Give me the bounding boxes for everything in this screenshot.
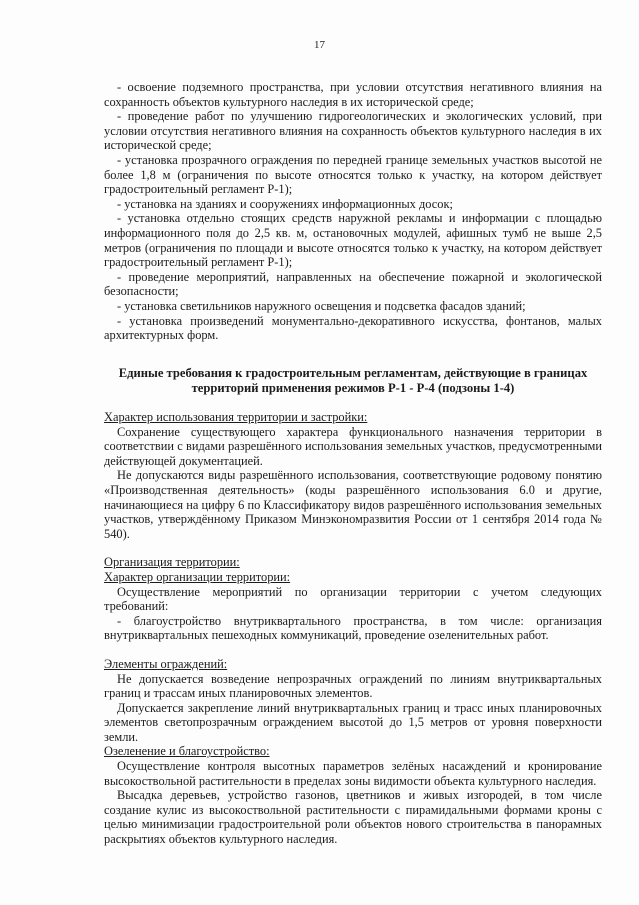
land-use-section [104,410,602,847]
paragraph: Допускается закрепление линий внутриквартальных границ и трасс иных планировочных элементов светопрозрачным ограждением высотой до 1,5 метров от уровня поверхности земли. [104,700,602,744]
section-title: Организация территории: [104,555,240,570]
list-item: - установка отдельно стоящих средств наружной рекламы и информации с площадью информационного поля до 2,5 кв. м, остановочных модулей, афишных тумб не выше 2,5 метров (ограничения по площади и высоте относятся только к участку, на котором действует градостроительный регламент Р-1); [104,211,602,270]
list-item: - установка произведений монументально-декоративного искусства, фонтанов, малых архитектурных форм. [104,313,602,343]
section-title: Озеленение и благоустройство: [104,744,270,759]
list-item: - проведение работ по улучшению гидрогеологических и экологических условий, при условии отсутствия негативного влияния на сохранность объектов культурного наследия в их исторической среде; [104,109,602,153]
page-number: 17 [314,39,325,51]
section-subtitle: Характер организации территории: [104,569,291,584]
section-title: Характер использования территории и застройки: [104,410,368,424]
section-heading: Единые требования к градостроительным регламентам, действующие в границах территорий применения режимов Р-1 - Р-4 (подзоны 1-4) [118,366,588,395]
section-title: Элементы ограждений: [104,656,228,671]
paragraph: Осуществление контроля высотных параметров зелёных насаждений и кронирование высокоствольной растительности в пределах зоны видимости объекта культурного наследия. [104,759,602,788]
paragraph: Высадка деревьев, устройство газонов, цветников и живых изгородей, в том числе создание кулис из высокоствольной растительности с пирамидальными формами кроны с целью минимизации градостроительной роли объектов нового строительства в панорамных раскрытиях объектов культурного наследия. [104,788,602,847]
list-item: - установка светильников наружного освещения и подсветка фасадов зданий; [117,298,526,313]
list-item: - проведение мероприятий, направленных на обеспечение пожарной и экологической безопасности; [104,269,602,299]
paragraph: Не допускается возведение непрозрачных ограждений по линиям внутриквартальных границ и трассам иных планировочных элементов. [104,671,602,701]
paragraph: Осуществление мероприятий по организации территории с учетом следующих требований: [104,584,602,614]
list-item: - освоение подземного пространства, при условии отсутствия негативного влияния на сохранность объектов культурного наследия в их исторической среде; [104,80,602,109]
permitted-activities-list [104,80,602,343]
paragraph: Сохранение существующего характера функционального назначения территории в соответствии с видами разрешённого использования земельных участков, предусмотренными действующей документацией. [104,424,602,468]
paragraph: - благоустройство внутриквартального пространства, в том числе: организация внутриквартальных пешеходных коммуникаций, проведение озеленительных работ. [104,613,602,643]
list-item: - установка на зданиях и сооружениях информационных досок; [117,196,453,211]
paragraph: Не допускаются виды разрешённого использования, соответствующие родовому понятию «Производственная деятельность» (коды разрешённого использования 6.0 и другие, начинающиеся на цифру 6 по Классификатору видов разрешённого использования земельных участков, утверждённому Приказом Минэкономразвития России от 1 сентября 2014 года № 540). [104,468,602,541]
list-item: - установка прозрачного ограждения по передней границе земельных участков высотой не более 1,8 м (ограничения по высоте относятся только к участку, на котором действует градостроительный регламент Р-1); [104,152,602,197]
